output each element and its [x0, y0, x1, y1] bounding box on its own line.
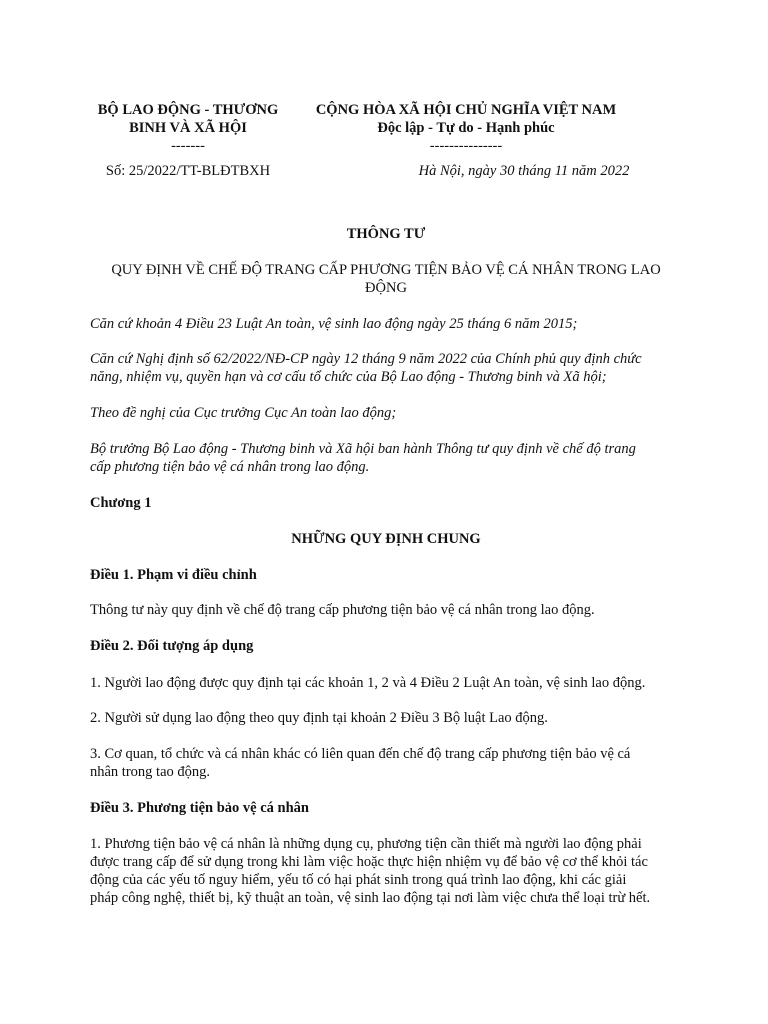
- article-3-clause-1-line-2: được trang cấp để sử dụng trong khi làm việc hoặc thực hiện nhiệm vụ để bảo vệ cơ thể khỏi tác: [90, 854, 648, 870]
- subject-line-2: ĐỘNG: [365, 280, 407, 296]
- legal-basis-1: Căn cứ khoản 4 Điều 23 Luật An toàn, vệ sinh lao động ngày 25 tháng 6 năm 2015;: [90, 316, 578, 332]
- nation-line-2: Độc lập - Tự do - Hạnh phúc: [377, 120, 555, 136]
- chapter-label: Chương 1: [90, 495, 152, 511]
- legal-basis-2-line-2: năng, nhiệm vụ, quyền hạn và cơ cấu tổ chức của Bộ Lao động - Thương binh và Xã hội;: [90, 369, 607, 385]
- article-3-clause-1: [90, 835, 682, 907]
- article-2-clause-3-line-2: nhân trong tao động.: [90, 764, 211, 780]
- issuance-statement: [90, 440, 682, 476]
- article-2-clause-3-line-1: 3. Cơ quan, tổ chức và cá nhân khác có liên quan đến chế độ trang cấp phương tiện bảo vệ cá: [90, 746, 631, 762]
- document-type: THÔNG TƯ: [346, 226, 426, 242]
- article-2-clause-3: [90, 745, 682, 781]
- nation-divider: ---------------: [429, 138, 503, 154]
- legal-basis-2-line-1: Căn cứ Nghị định số 62/2022/NĐ-CP ngày 12 tháng 9 năm 2022 của Chính phủ quy định chức: [90, 351, 642, 367]
- article-2-clause-2: 2. Người sử dụng lao động theo quy định tại khoản 2 Điều 3 Bộ luật Lao động.: [90, 710, 548, 726]
- issuance-line-1: Bộ trưởng Bộ Lao động - Thương binh và Xã hội ban hành Thông tư quy định về chế độ trang: [90, 441, 636, 457]
- document-number: Số: 25/2022/TT-BLĐTBXH: [105, 163, 271, 179]
- article-2-title: Điều 2. Đối tượng áp dụng: [90, 638, 254, 654]
- article-3-title: Điều 3. Phương tiện bảo vệ cá nhân: [90, 800, 309, 816]
- article-3-clause-1-line-1: 1. Phương tiện bảo vệ cá nhân là những dụng cụ, phương tiện cần thiết mà người lao động phải: [90, 836, 642, 852]
- article-2-clause-1: 1. Người lao động được quy định tại các khoản 1, 2 và 4 Điều 2 Luật An toàn, vệ sinh lao động.: [90, 675, 646, 691]
- agency-divider: -------: [171, 138, 205, 154]
- article-3-clause-1-line-4: pháp công nghệ, thiết bị, kỹ thuật an toàn, vệ sinh lao động tại nơi làm việc chưa thể loại trừ hết.: [90, 890, 651, 906]
- document-date: Hà Nội, ngày 30 tháng 11 năm 2022: [418, 163, 630, 179]
- legal-basis-2: [90, 350, 682, 386]
- chapter-title: NHỮNG QUY ĐỊNH CHUNG: [291, 531, 481, 547]
- nation-line-1: CỘNG HÒA XÃ HỘI CHỦ NGHĨA VIỆT NAM: [315, 102, 617, 118]
- agency-line-1: BỘ LAO ĐỘNG - THƯƠNG: [97, 102, 279, 118]
- issuing-agency: [82, 101, 294, 155]
- subject-line-1: QUY ĐỊNH VỀ CHẾ ĐỘ TRANG CẤP PHƯƠNG TIỆN BẢO VỆ CÁ NHÂN TRONG LAO: [111, 262, 661, 278]
- agency-line-2: BINH VÀ XÃ HỘI: [129, 120, 247, 136]
- document-subject: [90, 261, 682, 297]
- article-3-clause-1-line-3: động của các yếu tố nguy hiểm, yếu tố có hại phát sinh trong quá trình lao động, khi các giải: [90, 872, 627, 888]
- proposal-statement: Theo đề nghị của Cục trưởng Cục An toàn lao động;: [90, 405, 397, 421]
- issuance-line-2: cấp phương tiện bảo vệ cá nhân trong lao động.: [90, 459, 370, 475]
- article-1-text: Thông tư này quy định về chế độ trang cấp phương tiện bảo vệ cá nhân trong lao động.: [90, 602, 595, 618]
- article-1-title: Điều 1. Phạm vi điều chỉnh: [90, 567, 257, 583]
- national-motto: [296, 101, 636, 155]
